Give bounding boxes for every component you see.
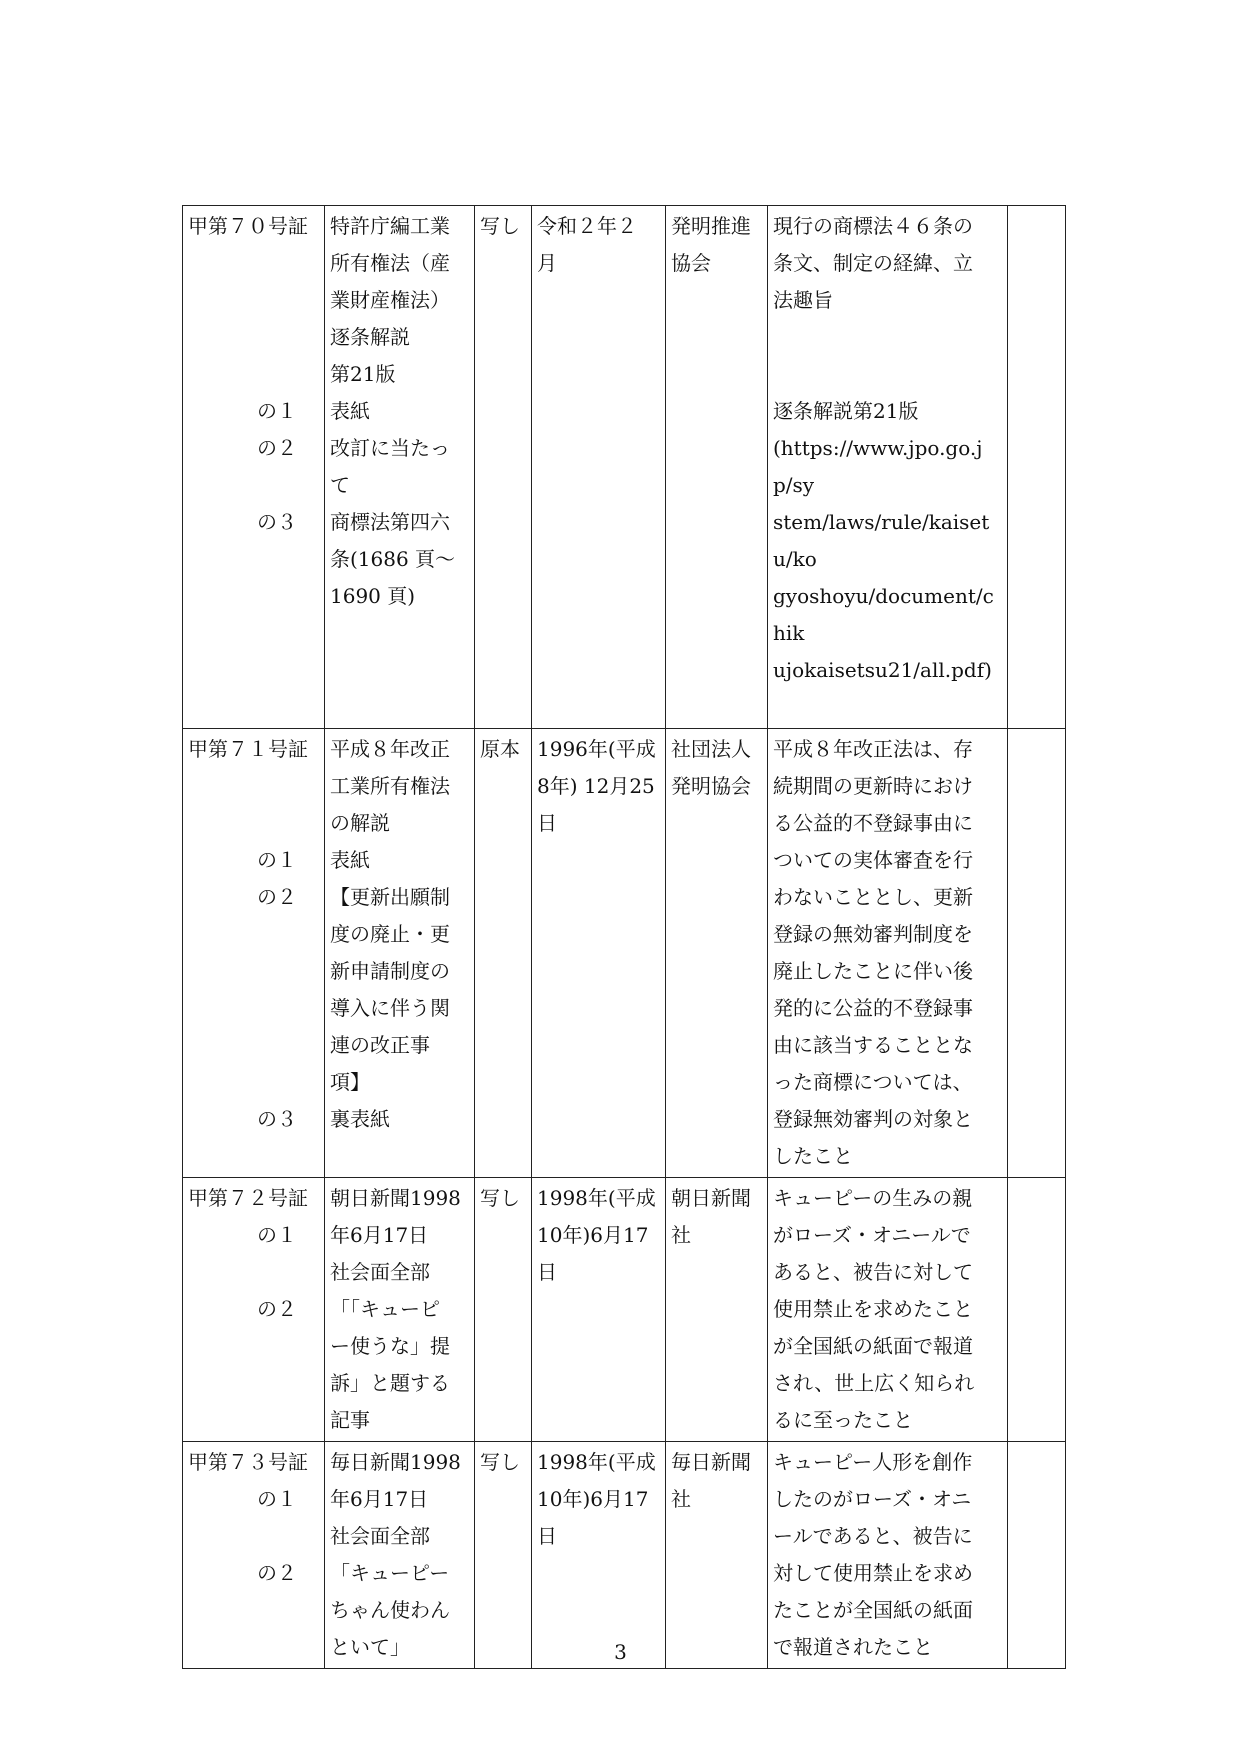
purpose-line: (https://www.jpo.go.jp/sy xyxy=(773,436,983,497)
creation-date-cell: 1998年(平成 10年)6月17 日 xyxy=(532,1442,666,1669)
document-title-line: 導入に伴う関 xyxy=(330,996,450,1020)
table-row xyxy=(183,1442,1066,1669)
table-row xyxy=(183,1178,1066,1442)
purpose-line xyxy=(773,356,1002,393)
document-title-line: といて」 xyxy=(330,1635,410,1659)
original-or-copy-cell: 写し xyxy=(475,1178,532,1442)
table-row xyxy=(183,206,1066,729)
purpose-line: 現行の商標法４６条の xyxy=(773,214,973,238)
purpose-line: 続期間の更新時におけ xyxy=(773,774,973,798)
purpose-line: わないこととし、更新 xyxy=(773,885,973,909)
remarks-cell xyxy=(1008,729,1066,1178)
document-title-line: 年6月17日 xyxy=(330,1487,429,1511)
document-title-line: 「キューピー xyxy=(330,1561,450,1585)
purpose-line: 条文、制定の経緯、立 xyxy=(773,251,973,275)
author-cell: 社団法人 発明協会 xyxy=(666,729,768,1178)
purpose-line: 登録無効審判の対象と xyxy=(773,1107,973,1131)
document-title-line: 1690 頁) xyxy=(330,584,416,608)
document-title-line: て xyxy=(330,473,350,497)
document-title-line: 表紙 xyxy=(330,399,370,423)
evidence-id-cell xyxy=(183,1442,325,1669)
evidence-sub-number xyxy=(188,356,319,393)
document-title-line: 訴」と題する xyxy=(330,1371,450,1395)
evidence-id-cell xyxy=(183,729,325,1178)
author-cell: 発明推進 協会 xyxy=(666,206,768,729)
document-title-line: 特許庁編工業 xyxy=(330,214,450,238)
document-title-line: 連の改正事 xyxy=(330,1033,430,1057)
document-title-line: 項】 xyxy=(330,1070,370,1094)
document-title-line: 改訂に当たっ xyxy=(330,436,450,460)
evidence-sub-number: の２ xyxy=(257,1561,297,1585)
creation-date-cell: 1996年(平成 8年) 12月25 日 xyxy=(532,729,666,1178)
evidence-sub-number xyxy=(188,1027,319,1064)
document-title-cell xyxy=(325,1178,475,1442)
original-or-copy-cell: 原本 xyxy=(475,729,532,1178)
purpose-line: 対して使用禁止を求め xyxy=(773,1561,973,1585)
table-row xyxy=(183,729,1066,1178)
document-title-line: 第21版 xyxy=(330,362,396,386)
purpose-line: ujokaisetsu21/all.pdf) xyxy=(773,658,992,682)
purpose-line: 由に該当することとな xyxy=(773,1033,973,1057)
purpose-line: がローズ・オニールで xyxy=(773,1223,971,1247)
evidence-sub-number xyxy=(188,282,319,319)
purpose-line: gyoshoyu/document/chik xyxy=(773,584,994,645)
purpose-line: され、世上広く知られ xyxy=(773,1371,975,1395)
document-title-line: 度の廃止・更 xyxy=(330,922,450,946)
evidence-sub-number: の１ xyxy=(257,1223,297,1247)
evidence-sub-number: の１ xyxy=(257,848,297,872)
document-title-line: 記事 xyxy=(330,1408,370,1432)
evidence-sub-number xyxy=(188,953,319,990)
document-title-line: 朝日新聞1998 xyxy=(330,1186,461,1210)
purpose-line xyxy=(773,689,1002,726)
evidence-sub-number: の３ xyxy=(257,1107,297,1131)
evidence-id-cell xyxy=(183,1178,325,1442)
evidence-sub-number xyxy=(188,1328,319,1365)
document-title-line: 逐条解説 xyxy=(330,325,410,349)
document-title-line: 【更新出願制 xyxy=(330,885,450,909)
author-cell: 朝日新聞 社 xyxy=(666,1178,768,1442)
purpose-line: 逐条解説第21版 xyxy=(773,399,919,423)
evidence-number: 甲第７２号証 xyxy=(188,1186,308,1210)
purpose-of-proof-cell xyxy=(768,729,1008,1178)
evidence-sub-number xyxy=(188,578,319,615)
purpose-of-proof-cell xyxy=(768,1178,1008,1442)
original-or-copy-cell: 写し xyxy=(475,1442,532,1669)
evidence-sub-number xyxy=(188,768,319,805)
evidence-number: 甲第７３号証 xyxy=(188,1450,308,1474)
evidence-sub-number xyxy=(188,990,319,1027)
remarks-cell xyxy=(1008,1442,1066,1669)
purpose-line: したこと xyxy=(773,1144,853,1168)
document-title-line: 表紙 xyxy=(330,848,370,872)
document-title-line: ちゃん使わん xyxy=(330,1598,450,1622)
document-title-line: 裏表紙 xyxy=(330,1107,390,1131)
evidence-sub-number: の２ xyxy=(257,1297,297,1321)
evidence-sub-number: の１ xyxy=(257,1487,297,1511)
document-title-line: 平成８年改正 xyxy=(330,737,450,761)
purpose-line: 発的に公益的不登録事 xyxy=(773,996,973,1020)
remarks-cell xyxy=(1008,206,1066,729)
document-title-line: 年6月17日 xyxy=(330,1223,429,1247)
purpose-line: が全国紙の紙面で報道 xyxy=(773,1334,973,1358)
evidence-sub-number xyxy=(188,805,319,842)
document-title-line: 毎日新聞1998 xyxy=(330,1450,461,1474)
evidence-sub-number: の３ xyxy=(257,510,297,534)
purpose-line: った商標については、 xyxy=(773,1070,973,1094)
creation-date-cell: 1998年(平成 10年)6月17 日 xyxy=(532,1178,666,1442)
evidence-sub-number xyxy=(188,1365,319,1402)
purpose-line: 法趣旨 xyxy=(773,288,833,312)
evidence-sub-number: の２ xyxy=(257,885,297,909)
evidence-sub-number: の２ xyxy=(257,436,297,460)
document-title-line: の解説 xyxy=(330,811,390,835)
table-body xyxy=(183,206,1066,1669)
remarks-cell xyxy=(1008,1178,1066,1442)
document-title-line: 所有権法（産 xyxy=(330,251,450,275)
evidence-sub-number xyxy=(188,916,319,953)
document-title-cell xyxy=(325,729,475,1178)
creation-date-cell: 令和２年２ 月 xyxy=(532,206,666,729)
evidence-sub-number xyxy=(188,1518,319,1555)
evidence-number: 甲第７１号証 xyxy=(188,737,308,761)
page-number: 3 xyxy=(614,1640,627,1664)
evidence-sub-number xyxy=(188,245,319,282)
original-or-copy-cell: 写し xyxy=(475,206,532,729)
evidence-sub-number xyxy=(188,319,319,356)
document-title-line: 業財産権法） xyxy=(330,288,450,312)
purpose-line: 登録の無効審判制度を xyxy=(773,922,973,946)
evidence-sub-number xyxy=(188,1592,319,1629)
document-title-line: 条(1686 頁～ xyxy=(330,547,456,571)
evidence-number: 甲第７０号証 xyxy=(188,214,308,238)
purpose-line: で報道されたこと xyxy=(773,1635,933,1659)
document-title-line: 工業所有権法 xyxy=(330,774,450,798)
purpose-line: したのがローズ・オニ xyxy=(773,1487,972,1511)
evidence-sub-number: の１ xyxy=(257,399,297,423)
author-cell: 毎日新聞 社 xyxy=(666,1442,768,1669)
document-title-line xyxy=(330,1138,469,1175)
purpose-of-proof-cell xyxy=(768,1442,1008,1669)
purpose-line: る公益的不登録事由に xyxy=(773,811,973,835)
evidence-sub-number xyxy=(188,1138,319,1175)
document-title-cell xyxy=(325,1442,475,1669)
purpose-line: キューピー人形を創作 xyxy=(773,1450,973,1474)
purpose-line: キューピーの生みの親 xyxy=(773,1186,973,1210)
purpose-line xyxy=(773,319,1002,356)
document-title-line: 「「キューピ xyxy=(330,1297,440,1321)
purpose-line: たことが全国紙の紙面 xyxy=(773,1598,973,1622)
purpose-line: 使用禁止を求めたこと xyxy=(773,1297,973,1321)
document-title-line: 社会面全部 xyxy=(330,1260,430,1284)
evidence-sub-number xyxy=(188,1064,319,1101)
purpose-line: あると、被告に対して xyxy=(773,1260,973,1284)
purpose-line: ついての実体審査を行 xyxy=(773,848,973,872)
purpose-line: 廃止したことに伴い後 xyxy=(773,959,973,983)
document-title-line: 社会面全部 xyxy=(330,1524,430,1548)
purpose-line: stem/laws/rule/kaisetu/ko xyxy=(773,510,990,571)
purpose-line: 平成８年改正法は、存 xyxy=(773,737,973,761)
purpose-of-proof-cell xyxy=(768,206,1008,729)
evidence-table xyxy=(182,205,1066,1669)
purpose-line: るに至ったこと xyxy=(773,1408,913,1432)
document-title-line: 商標法第四六 xyxy=(330,510,450,534)
document-title-line: ー使うな」提 xyxy=(330,1334,450,1358)
document-title-line: 新申請制度の xyxy=(330,959,450,983)
evidence-sub-number xyxy=(188,541,319,578)
evidence-sub-number xyxy=(188,1254,319,1291)
evidence-id-cell xyxy=(183,206,325,729)
evidence-sub-number xyxy=(188,467,319,504)
purpose-line: ールであると、被告に xyxy=(773,1524,973,1548)
evidence-sub-number xyxy=(188,1402,319,1439)
document-title-cell xyxy=(325,206,475,729)
